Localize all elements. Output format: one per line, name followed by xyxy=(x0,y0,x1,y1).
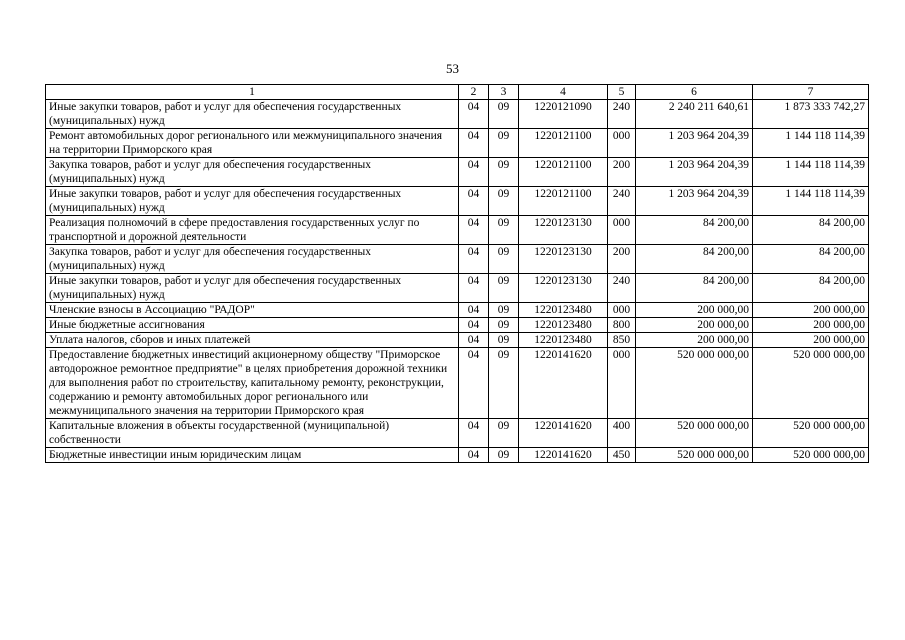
amount-col6-cell: 200 000,00 xyxy=(636,303,753,318)
table-row xyxy=(46,419,869,448)
header-cell-6: 6 xyxy=(636,85,753,100)
expense-type-cell: 000 xyxy=(608,348,636,419)
target-article-cell: 1220121100 xyxy=(519,129,608,158)
header-cell-3: 3 xyxy=(489,85,519,100)
expense-type-cell: 000 xyxy=(608,303,636,318)
target-article-cell: 1220123130 xyxy=(519,216,608,245)
subsection-code-cell: 09 xyxy=(489,419,519,448)
section-code-cell: 04 xyxy=(459,318,489,333)
section-code-cell: 04 xyxy=(459,448,489,463)
section-code-cell: 04 xyxy=(459,303,489,318)
amount-col6-cell: 200 000,00 xyxy=(636,333,753,348)
table-row xyxy=(46,303,869,318)
table-row xyxy=(46,187,869,216)
subsection-code-cell: 09 xyxy=(489,274,519,303)
amount-col7-cell: 84 200,00 xyxy=(753,216,869,245)
item-name-cell: Реализация полномочий в сфере предоставления государственных услуг по транспортной и дорожной деятельности xyxy=(46,216,459,245)
amount-col7-cell: 84 200,00 xyxy=(753,245,869,274)
target-article-cell: 1220141620 xyxy=(519,348,608,419)
subsection-code-cell: 09 xyxy=(489,318,519,333)
section-code-cell: 04 xyxy=(459,187,489,216)
expense-type-cell: 400 xyxy=(608,419,636,448)
table-row xyxy=(46,448,869,463)
amount-col6-cell: 84 200,00 xyxy=(636,216,753,245)
amount-col7-cell: 1 144 118 114,39 xyxy=(753,158,869,187)
amount-col7-cell: 84 200,00 xyxy=(753,274,869,303)
table-row xyxy=(46,216,869,245)
item-name-cell: Бюджетные инвестиции иным юридическим лицам xyxy=(46,448,459,463)
target-article-cell: 1220141620 xyxy=(519,448,608,463)
budget-table xyxy=(45,84,869,463)
section-code-cell: 04 xyxy=(459,333,489,348)
subsection-code-cell: 09 xyxy=(489,216,519,245)
subsection-code-cell: 09 xyxy=(489,348,519,419)
expense-type-cell: 450 xyxy=(608,448,636,463)
target-article-cell: 1220121100 xyxy=(519,187,608,216)
expense-type-cell: 850 xyxy=(608,333,636,348)
amount-col6-cell: 84 200,00 xyxy=(636,245,753,274)
table-row xyxy=(46,348,869,419)
section-code-cell: 04 xyxy=(459,100,489,129)
section-code-cell: 04 xyxy=(459,129,489,158)
expense-type-cell: 000 xyxy=(608,216,636,245)
section-code-cell: 04 xyxy=(459,419,489,448)
item-name-cell: Уплата налогов, сборов и иных платежей xyxy=(46,333,459,348)
subsection-code-cell: 09 xyxy=(489,100,519,129)
target-article-cell: 1220121100 xyxy=(519,158,608,187)
item-name-cell: Иные бюджетные ассигнования xyxy=(46,318,459,333)
subsection-code-cell: 09 xyxy=(489,303,519,318)
amount-col6-cell: 2 240 211 640,61 xyxy=(636,100,753,129)
amount-col7-cell: 200 000,00 xyxy=(753,318,869,333)
header-cell-4: 4 xyxy=(519,85,608,100)
item-name-cell: Капитальные вложения в объекты государственной (муниципальной) собственности xyxy=(46,419,459,448)
target-article-cell: 1220123480 xyxy=(519,318,608,333)
header-cell-2: 2 xyxy=(459,85,489,100)
page-number: 53 xyxy=(446,61,459,76)
amount-col7-cell: 1 873 333 742,27 xyxy=(753,100,869,129)
subsection-code-cell: 09 xyxy=(489,158,519,187)
item-name-cell: Ремонт автомобильных дорог регионального или межмуниципального значения на территории Приморского края xyxy=(46,129,459,158)
subsection-code-cell: 09 xyxy=(489,333,519,348)
section-code-cell: 04 xyxy=(459,348,489,419)
expense-type-cell: 800 xyxy=(608,318,636,333)
item-name-cell: Иные закупки товаров, работ и услуг для обеспечения государственных (муниципальных) нужд xyxy=(46,274,459,303)
item-name-cell: Иные закупки товаров, работ и услуг для обеспечения государственных (муниципальных) нужд xyxy=(46,100,459,129)
amount-col6-cell: 520 000 000,00 xyxy=(636,419,753,448)
table-header-row xyxy=(46,85,869,100)
amount-col7-cell: 200 000,00 xyxy=(753,333,869,348)
amount-col7-cell: 1 144 118 114,39 xyxy=(753,187,869,216)
section-code-cell: 04 xyxy=(459,274,489,303)
amount-col7-cell: 1 144 118 114,39 xyxy=(753,129,869,158)
expense-type-cell: 000 xyxy=(608,129,636,158)
target-article-cell: 1220123130 xyxy=(519,274,608,303)
amount-col7-cell: 520 000 000,00 xyxy=(753,348,869,419)
table-row xyxy=(46,100,869,129)
expense-type-cell: 200 xyxy=(608,245,636,274)
item-name-cell: Предоставление бюджетных инвестиций акционерному обществу "Приморское автодорожное ремонтное предприятие" в целях приобретения дорожной техники для выполнения работ по строительству, капитальному ремонту, реконструкции, содержанию и ремонту автомобильных дорог регионального или межмуниципального значения на территории Приморского края xyxy=(46,348,459,419)
table-row xyxy=(46,129,869,158)
amount-col6-cell: 1 203 964 204,39 xyxy=(636,187,753,216)
target-article-cell: 1220141620 xyxy=(519,419,608,448)
target-article-cell: 1220123480 xyxy=(519,333,608,348)
target-article-cell: 1220123480 xyxy=(519,303,608,318)
header-cell-5: 5 xyxy=(608,85,636,100)
subsection-code-cell: 09 xyxy=(489,245,519,274)
amount-col6-cell: 520 000 000,00 xyxy=(636,448,753,463)
amount-col6-cell: 1 203 964 204,39 xyxy=(636,129,753,158)
header-cell-1: 1 xyxy=(46,85,459,100)
amount-col7-cell: 200 000,00 xyxy=(753,303,869,318)
amount-col7-cell: 520 000 000,00 xyxy=(753,419,869,448)
expense-type-cell: 240 xyxy=(608,187,636,216)
item-name-cell: Закупка товаров, работ и услуг для обеспечения государственных (муниципальных) нужд xyxy=(46,245,459,274)
subsection-code-cell: 09 xyxy=(489,129,519,158)
section-code-cell: 04 xyxy=(459,158,489,187)
table-row xyxy=(46,245,869,274)
header-cell-7: 7 xyxy=(753,85,869,100)
target-article-cell: 1220123130 xyxy=(519,245,608,274)
expense-type-cell: 240 xyxy=(608,100,636,129)
table-row xyxy=(46,158,869,187)
table-row xyxy=(46,274,869,303)
section-code-cell: 04 xyxy=(459,216,489,245)
amount-col6-cell: 84 200,00 xyxy=(636,274,753,303)
amount-col6-cell: 1 203 964 204,39 xyxy=(636,158,753,187)
item-name-cell: Членские взносы в Ассоциацию "РАДОР" xyxy=(46,303,459,318)
section-code-cell: 04 xyxy=(459,245,489,274)
amount-col7-cell: 520 000 000,00 xyxy=(753,448,869,463)
table-row xyxy=(46,333,869,348)
expense-type-cell: 200 xyxy=(608,158,636,187)
amount-col6-cell: 520 000 000,00 xyxy=(636,348,753,419)
subsection-code-cell: 09 xyxy=(489,448,519,463)
subsection-code-cell: 09 xyxy=(489,187,519,216)
expense-type-cell: 240 xyxy=(608,274,636,303)
item-name-cell: Иные закупки товаров, работ и услуг для обеспечения государственных (муниципальных) нужд xyxy=(46,187,459,216)
target-article-cell: 1220121090 xyxy=(519,100,608,129)
item-name-cell: Закупка товаров, работ и услуг для обеспечения государственных (муниципальных) нужд xyxy=(46,158,459,187)
amount-col6-cell: 200 000,00 xyxy=(636,318,753,333)
table-row xyxy=(46,318,869,333)
